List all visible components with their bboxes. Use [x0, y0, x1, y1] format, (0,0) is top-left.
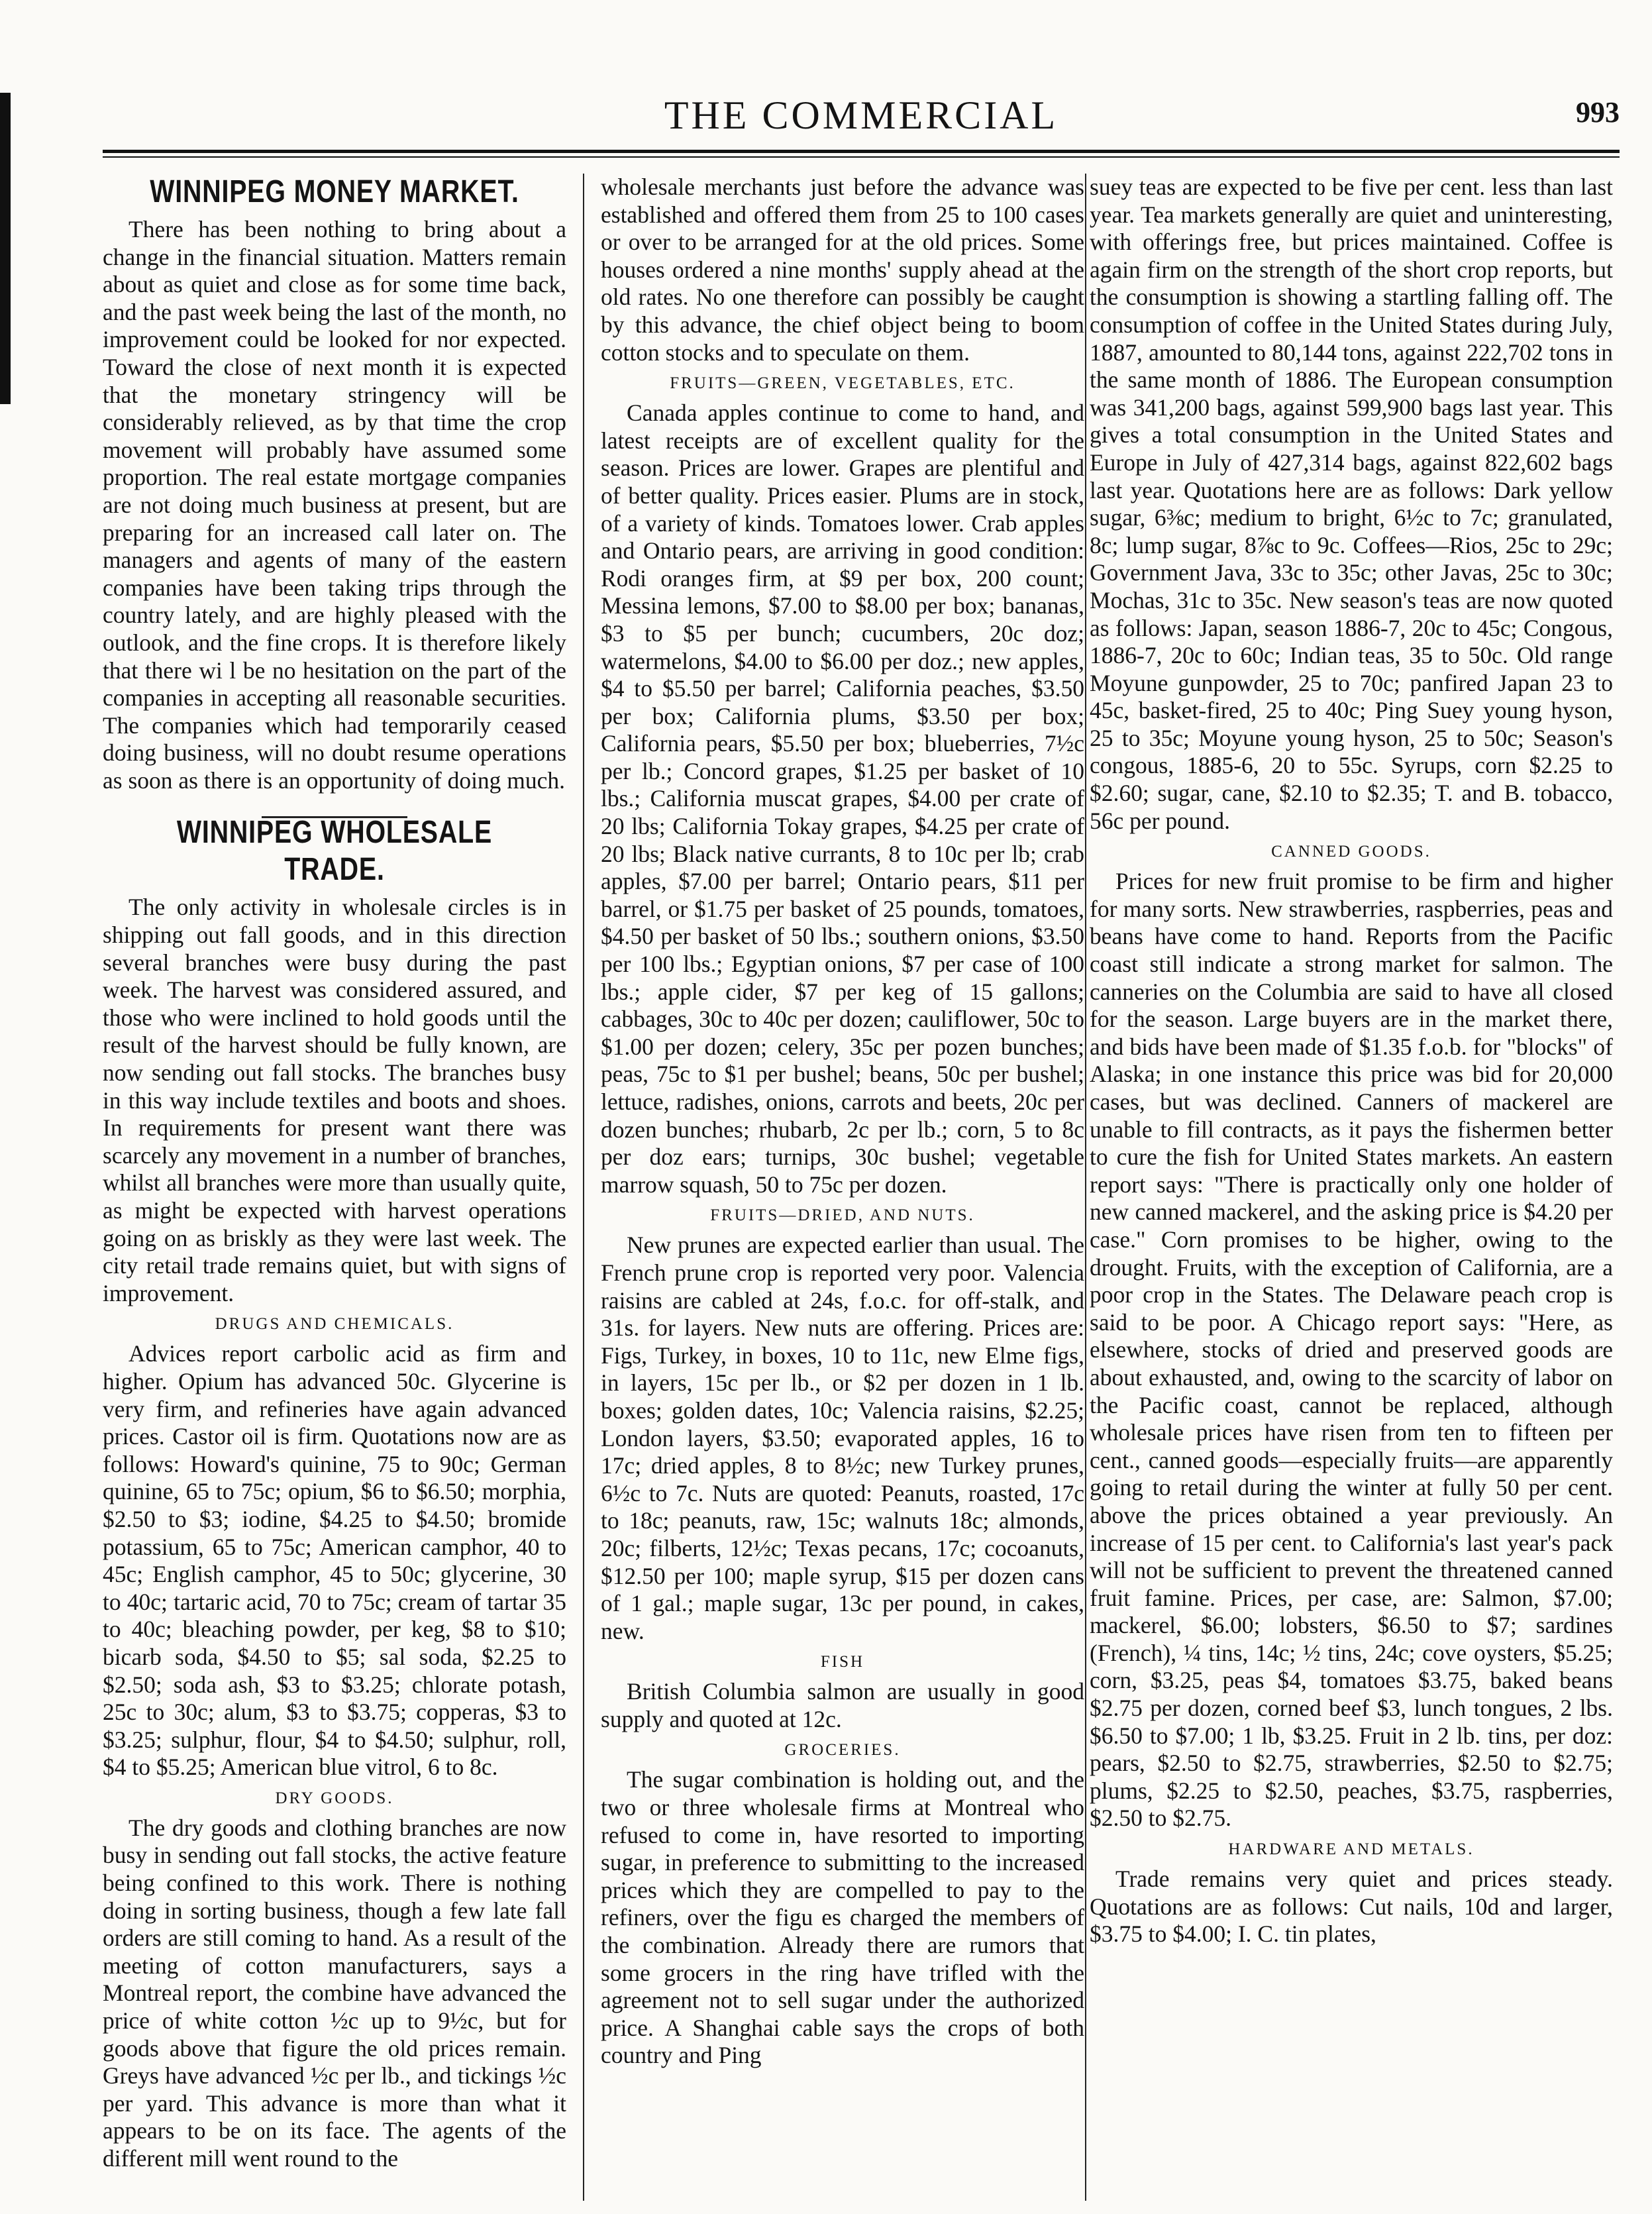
- publication-title: THE COMMERCIAL: [664, 93, 1058, 137]
- heading-money-market: WINNIPEG MONEY MARKET.: [150, 174, 519, 209]
- article-fruits-dried: New prunes are expected earlier than usual. The French prune crop is reported very poor. Valencia raisins are cabled at 24s, f.o.c. for off-stalk, and 31s. for layers. New nuts are offering. Prices are: Figs, Turkey, in boxes, 10 to 11c, new Elme figs, in layers, 15c per lb., or $2 per dozen in 1 lb. boxes; golden dates, 10c; Valencia raisins, $2.25; London layers, $3.50; evaporated apples, 16 to 17c; dried apples, 8 to 8½c; new Turkey prunes, 6½c to 7c. Nuts are quoted: Peanuts, roasted, 17c to 18c; peanuts, raw, 15c; walnuts 18c; almonds, 20c; filberts, 12½c; Texas pecans, 17c; cocoanuts, $12.50 per 100; maple syrup, $15 per dozen cans of 1 gal.; maple sugar, 13c per pound, in cakes, new.: [601, 1232, 1084, 1644]
- article-drugs: Advices report carbolic acid as firm and higher. Opium has advanced 50c. Glycerine is very firm, and refineries have again advanced prices. Castor oil is firm. Quotations now are as follows: Howard's quinine, 75 to 90c; German quinine, 65 to 75c; opium, $6 to $6.50; morphia, $2.50 to $3; iodine, $4.25 to $4.50; bromide potassium, 65 to 75c; American camphor, 40 to 45c; English camphor, 45 to 50c; glycerine, 30 to 40c; tartaric acid, 70 to 75c; cream of tartar 35 to 40c; bleaching powder, per keg, $8 to $10; bicarb soda, $4.50 to $5; sal soda, $2.25 to $2.50; soda ash, $3 to $3.25; chlorate potash, 25c to 30c; alum, $3 to $3.75; copperas, $3 to $3.25; sulphur, flour, $4 to $4.50; sulphur, roll, $4 to $5.25; American blue vitrol, 6 to 8c.: [103, 1340, 566, 1781]
- scan-edge-mark: [0, 93, 11, 404]
- column-divider-1: [583, 174, 584, 2201]
- subheading-canned-goods: CANNED GOODS.: [1271, 843, 1431, 861]
- header-rule-thin: [103, 156, 1620, 158]
- article-dry-goods-continued: wholesale merchants just before the advance was established and offered them from 25 to 100 cases or over to be arranged for at the old prices. Some houses ordered a nine months' supply ahead at the old rates. No one therefore can possibly be caught by this advance, the chief object being to boom cotton stocks and to speculate on them.: [601, 174, 1084, 366]
- article-fish: British Columbia salmon are usually in good supply and quoted at 12c.: [601, 1678, 1084, 1732]
- heading-wholesale-trade: WINNIPEG WHOLESALE TRADE.: [176, 815, 493, 888]
- header-rule-thick: [103, 150, 1620, 153]
- subheading-drugs: DRUGS AND CHEMICALS.: [215, 1315, 454, 1334]
- column-3: [1090, 174, 1613, 2194]
- subheading-hardware: HARDWARE AND METALS.: [1228, 1840, 1474, 1859]
- article-hardware: Trade remains very quiet and prices steady. Quotations are as follows: Cut nails, 10d and larger, $3.75 to $4.00; I. C. tin plates,: [1090, 1866, 1613, 1948]
- article-wholesale-trade: The only activity in wholesale circles is in shipping out fall goods, and in this direction several branches were busy during the past week. The harvest was considered assured, and those who were inclined to hold goods until the result of the harvest should be fully known, are now sending out fall stocks. The branches busy in this way include textiles and boots and shoes. In requirements for present want there was scarcely any movement in a number of branches, whilst all branches were more than usually quite, as might be expected with harvest operations going on as briskly as they were last week. The city retail trade remains quiet, but with signs of improvement.: [103, 894, 566, 1306]
- article-dry-goods: The dry goods and clothing branches are now busy in sending out fall stocks, the active feature being confined to this work. There is nothing doing in sorting business, though a few late fall orders are still coming to hand. As a result of the meeting of cotton manufacturers, says a Montreal report, the combine have advanced the price of white cotton ½c up to 9½c, but for goods above that figure the old prices remain. Greys have advanced ½c per lb., and tickings ½c per yard. This advance is more than what it appears to be on its face. The agents of the different mill went round to the: [103, 1814, 566, 2172]
- column-1: [103, 174, 566, 2194]
- subheading-dry-goods: DRY GOODS.: [275, 1789, 394, 1807]
- article-groceries: The sugar combination is holding out, and the two or three wholesale firms at Montreal who refused to come in, have resorted to importing sugar, in preference to submitting to the increased prices which they are compelled to pay to the refiners, over the figu es charged the members of the combination. Already there are rumors that some grocers in the ring have trifled with the agreement not to sell sugar under the authorized price. A Shanghai cable says the crops of both country and Ping: [601, 1766, 1084, 2069]
- article-groceries-continued: suey teas are expected to be five per cent. less than last year. Tea markets generally are quiet and uninteresting, with offerings free, but prices maintained. Coffee is again firm on the strength of the short crop reports, but the consumption is showing a startling falling off. The consumption of coffee in the United States during July, 1887, amounted to 80,144 tons, against 222,702 tons in the same month of 1886. The European consumption was 341,200 bags, against 599,900 bags last year. This gives a total consumption in the United States and Europe in July of 427,314 bags, against 822,602 bags last year. Quotations here are as follows: Dark yellow sugar, 6⅜c; medium to bright, 6½c to 7c; granulated, 8c; lump sugar, 8⅞c to 9c. Coffees—Rios, 25c to 29c; Government Java, 33c to 35c; other Javas, 25c to 30c; Mochas, 31c to 35c. New season's teas are now quoted as follows: Japan, season 1886-7, 20c to 45c; Congous, 1886-7, 20c to 60c; Indian teas, 35 to 50c. Old range Moyune gunpowder, 25 to 70c; panfired Japan 23 to 45c, basket-fired, 25 to 40c; Ping Suey young hyson, 25 to 35c; Moyune young hyson, 25 to 50c; Season's congous, 1885-6, 20 to 55c. Syrups, corn $2.25 to $2.60; sugar, cane, $2.10 to $2.35; T. and B. tobacco, 56c per pound.: [1090, 174, 1613, 834]
- page-number: 993: [1576, 96, 1620, 129]
- article-canned-goods: Prices for new fruit promise to be firm and higher for many sorts. New strawberries, raspberries, peas and beans have come to hand. Reports from the Pacific coast still indicate a strong market for salmon. The canneries on the Columbia are said to have all closed for the season. Large buyers are in the market there, and bids have been made of $1.35 f.o.b. for "blocks" of Alaska; in one instance this price was bid for 20,000 cases, but was declined. Canners of mackerel are unable to fill contracts, as it pays the fishermen better to cure the fish for United States markets. An eastern report says: "There is practically only one holder of new canned mackerel, and the asking price is $4.20 per case." Corn promises to be higher, owing to the drought. Fruits, with the exception of California, are a poor crop in the States. The Delaware peach crop is said to be poor. A Chicago report says: "Here, as elsewhere, stocks of dried and preserved goods are about exhausted, and, owing to the scarcity of labor on the Pacific coast, cannot be replaced, although wholesale prices have risen from ten to fifteen per cent., canned goods—especially fruits—are apparently going to retail during the winter at fully 50 per cent. above the prices obtained a year previously. An increase of 15 per cent. to California's last year's pack will not be sufficient to prevent the threatened canned fruit famine. Prices, per case, are: Salmon, $7.00; mackerel, $6.00; lobsters, $6.50 to $7; sardines (French), ¼ tins, 14c; ½ tins, 24c; cove oysters, $5.25; corn, $3.25, peas $4, tomatoes $3.75, baked beans $2.75 per dozen, corned beef $3, lunch tongues, 2 lbs. $6.50 to $7.00; 1 lb, $3.25. Fruit in 2 lb. tins, per doz: pears, $2.50 to $2.75, strawberries, $2.50 to $2.75; plums, $2.25 to $2.50, peaches, $3.75, raspberries, $2.50 to $2.75.: [1090, 868, 1613, 1832]
- page-header: [103, 93, 1620, 146]
- subheading-fruits-green: FRUITS—GREEN, VEGETABLES, ETC.: [670, 374, 1015, 393]
- column-divider-2: [1085, 174, 1086, 2201]
- subheading-fruits-dried: FRUITS—DRIED, AND NUTS.: [710, 1206, 975, 1225]
- column-2: [601, 174, 1084, 2194]
- subheading-groceries: GROCERIES.: [784, 1741, 901, 1760]
- subheading-fish: FISH: [820, 1653, 865, 1671]
- section-divider: [103, 801, 566, 804]
- article-fruits-green: Canada apples continue to come to hand, and latest receipts are of excellent quality for the season. Prices are lower. Grapes are plentiful and of better quality. Prices easier. Plums are in stock, of a variety of kinds. Tomatoes lower. Crab apples and Ontario pears, are arriving in good condition: Rodi oranges firm, at $9 per box, 200 count; Messina lemons, $7.00 to $8.00 per box; bananas, $3 to $5 per bunch; cucumbers, 20c doz; watermelons, $4.00 to $6.00 per doz.; new apples, $4 to $5.50 per barrel; California peaches, $3.50 per box; California plums, $3.50 per box; California pears, $5.50 per box; blueberries, 7½c per lb.; Concord grapes, $1.25 per basket of 10 lbs.; California muscat grapes, $4.00 per crate of 20 lbs; California Tokay grapes, $4.25 per crate of 20 lbs; Black native currants, 8 to 10c per lb; crab apples, $7.00 per barrel; Ontario pears, $11 per barrel, or $1.75 per basket of 25 pounds, tomatoes, $4.50 per basket of 50 lbs.; southern onions, $3.50 per 100 lbs.; Egyptian onions, $7 per case of 100 lbs.; apple cider, $7 per keg of 15 gallons; cabbages, 30c to 40c per dozen; cauliflower, 50c to $1.00 per dozen; celery, 35c per pozen bunches; peas, 75c to $1 per bushel; beans, 50c per bushel; lettuce, radishes, onions, carrots and beets, 20c per dozen bunches; rhubarb, 2c per lb.; corn, 5 to 8c per doz ears; turnips, 30c bushel; vegetable marrow squash, 50 to 75c per dozen.: [601, 399, 1084, 1198]
- article-money-market: There has been nothing to bring about a change in the financial situation. Matters remain about as quiet and close as for some time back, and the past week being the last of the month, no improvement could be looked for nor expected. Toward the close of next month it is expected that the monetary stringency will be considerably relieved, as by that time the crop movement will probably have assumed some proportion. The real estate mortgage companies are not doing much business at present, but are preparing for an increased call later on. The managers and agents of many of the eastern companies have been taking trips through the country lately, and are highly pleased with the outlook, and the fine crops. It is therefore likely that there wi l be no hesitation on the part of the companies in accepting all reasonable securities. The companies which had temporarily ceased doing business, will no doubt resume operations as soon as there is an opportunity of doing much.: [103, 216, 566, 794]
